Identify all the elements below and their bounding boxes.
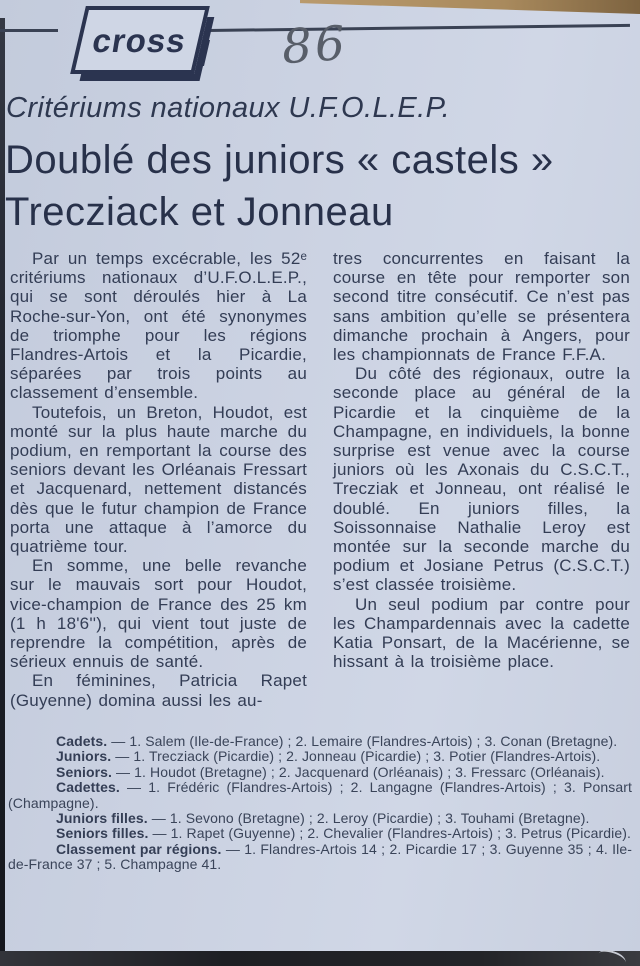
- result-text: — 1. Salem (Ile-de-France) ; 2. Lemaire (Flandres-Artois) ; 3. Conan (Bretagne).: [107, 733, 618, 749]
- article-body: [10, 249, 630, 710]
- header-rule-right: [208, 24, 630, 32]
- result-category-label: Cadettes.: [56, 779, 120, 796]
- result-text: — 1. Flandres-Artois 14 ; 2. Picardie 17 ; 3. Guyenne 35 ; 4. Ile-de-France 37 ; 5. Champagne 41.: [8, 840, 632, 873]
- headline-line-2: Trecziack et Jonneau: [5, 190, 394, 234]
- article-paragraph: Toutefois, un Breton, Houdot, est monté sur la plus haute marche du podium, en remportant la course des seniors devant les Orléanais Fressart et Jacquenard, nettement distancés dès que le futur champion de France porta une attaque à l’amorce du quatrième tour.: [10, 402, 307, 557]
- result-text: — 1. Trecziack (Picardie) ; 2. Jonneau (Picardie) ; 3. Potier (Flandres-Artois).: [111, 748, 601, 765]
- article-paragraph: tres concurrentes en faisant la course en tête pour remporter son second titre consécutif. Ce n’est pas sans ambition qu’elle se présentera dimanche prochain à Angers, pour les championnats de France F.F.A.: [333, 249, 630, 365]
- result-entry: [8, 826, 632, 841]
- clipping-edge-bottom: [0, 951, 640, 966]
- result-entry: [8, 734, 632, 749]
- article-paragraph: En somme, une belle revanche sur le mauvais sort pour Houdot, vice-champion de France des 25 km (1 h 18'6''), qui vient tout juste de reprendre la compétition, après de sérieux ennuis de santé.: [10, 556, 307, 672]
- article-paragraph: Par un temps excécrable, les 52ᵉ critériums nationaux d’U.F.O.L.E.P., qui se sont déroulés hier à La Roche-sur-Yon, ont été synonymes de triomphe pour les régions Flandres-Artois et la Picardie, séparées par trois points au classement d’ensemble.: [10, 249, 307, 403]
- result-entry: [8, 811, 632, 826]
- results-list: [8, 734, 632, 873]
- article-paragraph: Du côté des régionaux, outre la seconde place au général de la Picardie et la cinquième de la Champagne, en individuels, la bonne surprise est venue avec la course juniors où les Axonais du C.S.C.T., Trecziak et Jonneau, ont réalisé le doublé. En juniors filles, la Soissonnaise Nathalie Leroy est montée sur la seconde marche du podium et Josiane Petrus (C.S.C.T.) s’est classée troisième.: [333, 364, 630, 595]
- handwritten-page-number: 86: [280, 15, 350, 76]
- article-paragraph: Un seul podium par contre pour les Champardennais avec la cadette Katia Ponsart, de la Macérienne, se hissant à la troisième place.: [333, 594, 630, 672]
- result-text: — 1. Rapet (Guyenne) ; 2. Chevalier (Flandres-Artois) ; 3. Petrus (Picardie).: [148, 825, 631, 842]
- result-entry: [8, 765, 632, 780]
- result-category-label: Juniors.: [56, 748, 112, 765]
- article-paragraph: En féminines, Patricia Rapet (Guyenne) domina aussi les au-: [10, 671, 307, 710]
- cross-section-label: cross: [90, 21, 190, 59]
- result-category-label: Juniors filles.: [56, 810, 148, 827]
- result-category-label: Classement par régions.: [56, 840, 222, 857]
- result-entry: [8, 780, 632, 811]
- header-rule-left: [0, 29, 58, 32]
- kicker-title: Critériums nationaux U.F.O.L.E.P.: [6, 92, 451, 124]
- result-category-label: Cadets.: [56, 733, 108, 749]
- headline-line-1: Doublé des juniors « castels »: [5, 138, 554, 182]
- result-category-label: Seniors.: [56, 763, 113, 780]
- cross-section-tag: [70, 6, 210, 74]
- article-column-left: [10, 249, 307, 710]
- result-entry: [8, 749, 632, 764]
- result-text: — 1. Frédéric (Flandres-Artois) ; 2. Langagne (Flandres-Artois) ; 3. Ponsart (Champagne).: [8, 779, 632, 811]
- desk-background-strip: [300, 0, 640, 14]
- result-text: — 1. Sevono (Bretagne) ; 2. Leroy (Picardie) ; 3. Touhami (Bretagne).: [147, 810, 590, 827]
- result-entry: [8, 842, 632, 873]
- result-text: — 1. Houdot (Bretagne) ; 2. Jacquenard (Orléanais) ; 3. Fressarc (Orléanais).: [112, 763, 605, 780]
- headline: [5, 134, 637, 238]
- article-column-right: [333, 249, 630, 710]
- tag-tick-mark: [201, 40, 210, 66]
- result-category-label: Seniors filles.: [56, 825, 149, 842]
